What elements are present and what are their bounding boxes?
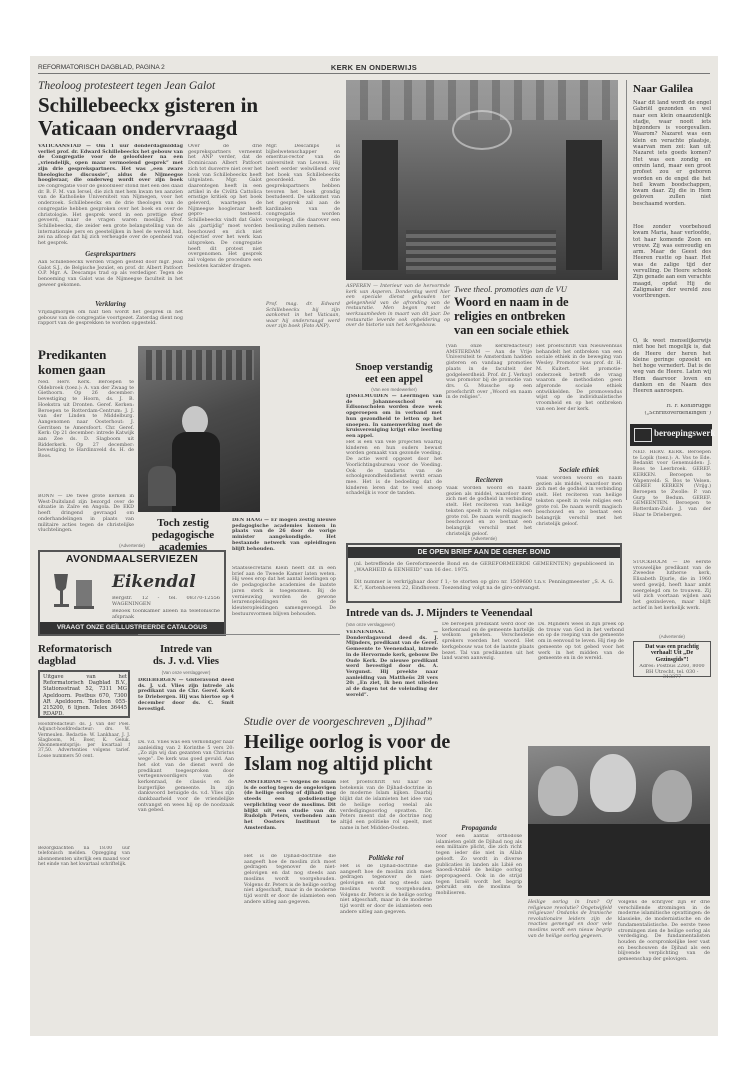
avondmaal-ad[interactable] [38,550,226,636]
photo-pillar-right [566,140,602,270]
galilea-signature: H. F. Kohlbrugge [666,404,711,409]
avond-ad-tag: (Advertentie) [119,543,145,548]
open-ad-tag: (Advertentie) [471,536,497,541]
djihad-photo-caption: Heilige oorlog in Iran? Of religieuze revolutie? Ongetwijfeld religieuze! Ondanks de Iranische revolutionaire leiders zijn de reacties gemengd en door vele moslims wordt een nieuw begrip van de heilige oorlog gegeven. [528,900,612,939]
pedag-title-1: Toch zestig [157,517,209,529]
gezinsgids-ad[interactable] [633,641,711,681]
photo-head-3 [652,770,692,822]
open-ad-title: DE OPEN BRIEF AAN DE GEREF. BOND [348,547,620,558]
colophon-body-2: Bezorgklachten na 18.00 uur telefonisch melden. Opzegging van abonnementen uiterlijk een maand voor het einde van het kwartaal schriftelijk. [38,846,130,867]
beroeping-banner [630,424,716,446]
schillebeeckx-photo [138,346,260,512]
djihad-body-4: Volgens de schrijver zijn er drie verschillende stromingen in de moderne islamitische opvattingen: de klassieke, de modernistische en de fundamentalistische. De eerste twee stromingen zien de heilige oorlog als verdediging. De fundamentalisten houden de oorspronkelijke leer vast en beschouwen de Djihad als een blijvende verplichting van de gemeenschap der gelovigen. [618,900,710,963]
galot-headline-1: Schillebeeckx gisteren in [38,93,259,117]
open-ad-body: (nl. betreffende de Gereformeerde Bond en de GEREFORMEERDE GEMEENTEN) gepubliceerd in „WAARHEID & EENHEID” van 16 dec. 1975. [354,561,614,573]
mijnders-body: De beroepen predikant werd door de kerkenraad en de gemeente hartelijk welkom geheten. Verscheidene sprekers voerden het woord. Het kerkgebouw was tot de laatste plaats bezet. Tal van predikanten uit het land waren aanwezig. [442,622,534,662]
church-interior-photo [346,80,618,280]
section-rule [138,634,340,635]
page-header-section: KERK EN ONDERWIJS [330,63,418,72]
photo-body [172,432,220,512]
galilea-source: („Schriftoverdenkingen”) [644,411,711,416]
galot-body-2: Aan Schillebeeckx werden vragen gesteld door mgr. Jean Galot S.J., de Belgische Jezuïet, en prof. dr. Albert Patfoort O.P. Mgr. A. Descamps trad op als verdediger. Tegen de benoeming van Galot was de Nijmeegse faculteit in het geweer gekomen. [38,260,183,288]
open-ad-body-2: Dit nummer is verkrijgbaar door f 1,- te storten op giro nr. 1509600 t.n.v. Penningmeester „S. A. G. K.”, Kortenhoeven 22, Eindhoven. Toezending volgt na de giro-ontvangst. [354,579,614,591]
galilea-body-3: O, ik weet menselijkerwijs niet hoe het mogelijk is, dat de Heere der heren het kleine geringe opzoekt en het hoge vernedert. Dat is de weg van de Heere. Laten wij Hem daarvoor loven en danken en de Naam des Heeren aanroepen. [633,338,711,395]
pedag-body: Staatssecretaris Klein heeft dit in een brief aan de Tweede Kamer laten weten. Hij wees erop dat het aantal leerlingen op de pedagogische academies de laatste jaren sterk is toegenomen. Bij de vernieuwing worden de gewone lerarenopleidingen en de kleuteropleidingen samengevoegd. De bestuursvormen blijven behouden. [232,566,336,617]
galot-body-3: Vrijdagmorgen om half tien wordt het gesprek in het gebouw van de congregatie voortgezet. Zaterdag dient nog rapport van de gesprekken te worden opgesteld. [38,310,183,327]
djihad-subhead-2: Propaganda [461,824,497,832]
page-header-left: REFORMATORISCH DAGBLAD, PAGINA 2 [38,64,165,71]
photo-pillar-left [362,140,398,270]
galot-body: De congregatie voor de geloofsleer stond met een des daad dr. B. F. M. van Iersel, die zich met hem kwam ten aanzien van de Katholieke Universiteit van Nijmegen, voor het onderzoek. Schillebeeckx en de drie theologen van de congregatie hebben gesproken over het boek en over de christologie. Het gesprek werd in een prettige sfeer gevoerd, maar de vragen waren moeilijk. Prof. Schillebeeckx, die zeider een grote belangstelling van de internationale pers en geestelijken in heel de wereld had, zei na afloop dat hij zich verheugde over de openheid van het gesprek. [38,184,183,247]
vlies-body: Ds. v.d. Vlies was een verkondiger naar aanleiding van 2 Korinthe 5 vers 20: „Zo zijn wij dan gezanten van Christus wege”. De kerk was goed gevuld. Aan het slot van de dienst werd de predikant toegesproken door vertegenwoordigers van de kerkenraad, de classis en de burgerlijke gemeente. In zijn dankwoord betuigde ds. v.d. Vlies zijn dankbaarheid voor de vriendelijke ontvangst en wees hij op de noodzaak van gebed. [138,740,234,814]
djihad-headline-2: Islam nog altijd plicht [244,753,433,775]
beroeping-body: NED. HERV. KERK. Beroepen te Lopik (toez.): A. Vos te Ede. Bedankt voor Genemuiden: J. Roos te Leerbroek. GEREF. KERKEN. Beroepen te Wapenveld: S. Bos te Velsen. GEREF. KERKEN (Vrijg.) Beroepen te Zwolle: P. van Gurp te Bedum. GEREF. GEMEENTEN. Beroepen te Rotterdam-Zuid: J. van der Haar te Driebergen. [633,450,711,518]
colophon-publisher: Uitgave van het Reformatorisch Dagblad B.V., Stationsstraat 52, 7311 MG Apeldoorn. Postbus 670, 7300 AR Apeldoorn. Telefoon 055-215200, 6 lijnen. Telex 36445 RDAPD. [43,674,127,716]
djihad-body: Het is de Djihad-doctrine die aangeeft hoe de moslim zich moet gedragen tegenover de niet-gelovigen en dat nog steeds aan moslims wordt voorgehouden. Volgens dr. Peters is de heilige oorlog niet afgeschaft, maar in de moderne tijd wordt er door de islamieten een andere uitleg aan gegeven. [244,854,336,905]
galot-body-col2: Over de drie gesprekspartners verneemt het ANP verder, dat de Dominicaan Albert Patfoort zich tot dusverre niet over het boek van Schillebeeckx heeft uitgelaten. Mgr. Galot daarentegen heeft in een artikel in de Civiltà Cattolica ernstige kritiek op het boek geleverd, waartegen de Nijmeegse hoogleraar heeft gepro- testeerd. Schillebeeckx vindt dat Galot als „partijdig” moet worden beschouwd en zich niet objectief over het werk kan uitspreken. De congregatie heeft dit protest niet overgenomen. Het gesprek zal volgens de procedure een besloten karakter dragen. [188,144,262,269]
avond-ad-address: Bergstr. 12 - tel. 08370-12556 WAGENINGEN [112,596,220,607]
snoep-title-2: eet een appel [365,374,423,385]
schillebeeckx-photo-caption: Prof. mag. dr. Edward Schillebeeckx bij zijn aankomst in het Vaticaan, waar hij ondervraagd werd over zijn boek (Foto ANP). [266,302,340,330]
photo-person [148,466,176,506]
colophon-title-1: Reformatorisch [38,643,112,655]
church-icon [634,428,652,442]
djihad-body-2b: Het is de Djihad-doctrine die aangeeft hoe de moslim zich moet gedragen tegenover de niet-gelovigen en dat nog steeds aan moslims wordt voorgehouden. Volgens dr. Peters is de heilige oorlog niet afgeschaft, maar in de moderne tijd wordt er door de islamieten een andere uitleg aan gegeven. [340,864,432,915]
photo-head-1 [538,766,578,816]
vu-body-2: Het proefschrift van Nieuwenhuis behandelt het ontbreken van een sociale ethiek in de beweging van Wesley. Promotor was prof. dr. H. M. Kuitert. Het promotie-onderzoek betreft de vraag waarom de methodisten geen afgeronde sociale ethiek ontwikkelden. De promovendus wijst op de individualistische vroomheid en op het ontbreken van een leer der kerk. [536,344,622,412]
djihad-headline-1: Heilige oorlog is voor de [244,731,451,753]
mijnders-headline: Intrede van ds. J. Mijnders te Veenendaal [346,608,533,619]
newspaper-page [30,56,718,1036]
djihad-body-3: Voor een aantal orthodoxe islamieten geldt de Djihad nog als een militaire plicht, die zich richt tegen ieder die niet in Allah gelooft. Zo wordt in diverse publicaties in landen als Libië en Saoedi-Arabië de heilige oorlog gepropageerd. Ook in de strijd tegen Israël wordt het begrip gebruikt om de moslims te mobiliseren. [436,834,522,897]
mijnders-tag: (Van onze verslaggever) [346,622,395,627]
vlies-title-1: Intrede van [159,644,213,655]
vu-subhead-1: Reciteren [475,476,503,484]
djihad-subhead-1: Politieke rol [368,854,404,862]
predikanten-body: Ned. Herv. Kerk. Beroepen te Oldebroek (toez.): A. van der Zwaag te Giethoorn. Op 26 december: bevestiging te Hoorn, ds. J. B. Hoekstra uit Dronten. Geref. Kerken: Beroepen te Rotterdam-Centrum: J. J. van der Linden te Middelburg. Aangenomen naar Oosterhout: J. Gerritsen te Amersfoort. Chr. Geref. Kerk: Op 21 december: intrede Katwijk aan Zee ds. D. Slagboom uit Ridderkerk. Op 27 december: bevestiging te Hardinxveld ds. H. de Roos. [38,380,134,460]
photo-columns [146,350,254,380]
galilea-title: Naar Galilea [633,83,693,95]
colophon-publisher-box [38,670,130,718]
djihad-lead: AMSTERDAM — Volgens de Islam is de oorlog tegen de ongelovigen (de heilige oorlog of djihad) nog steeds een godsdienstige verplichting voor de moslims. Dit blijkt uit een studie van dr. Rudolph Peters, verbonden aan het Oosters Instituut te Amsterdam. [244,780,336,831]
vu-body: Vaak worden woord en naam gezien als middel, waardoor men zich met de godheid in verbinding stelt. Het reciteren van heilige teksten speelt in vele religies een grote rol. De naam wordt magisch beschouwd en zo bestaat een belangrijk verschil met het christelijk geloof. [446,486,532,537]
avond-ad-title: AVONDMAALSERVIEZEN [65,553,199,565]
pedag-title-2: pedagogische [151,529,215,541]
galot-kicker: Theoloog protesteert tegen Jean Galot [38,80,216,92]
vu-body-2b: Vaak worden woord en naam gezien als middel, waardoor men zich met de godheid in verbinding stelt. Het reciteren van heilige teksten speelt in vele religies een grote rol. De naam wordt magisch beschouwd en zo bestaat een belangrijk verschil met het christelijk geloof. [536,476,622,527]
photo-crowd [528,824,710,896]
galot-headline-2: Vaticaan ondervraagd [38,116,238,140]
gezinsgids-ad-title: Dat was een prachtig verhaal! Uit „De Gezinsgids”! [645,644,699,663]
vlies-title-2: ds. J. v.d. Vlies [152,656,220,667]
vlies-tag: (Van onze verslaggever) [161,670,211,675]
avond-ad-note: Bezoek toonkamer alleen na telefonische afspraak [112,609,220,620]
chalice-icon [46,570,100,614]
snoep-body: Het is een van vele projecten waarbij kinderen en hun ouders bewust worden gemaakt van gezonde voeding. De actie werd opgezet door het Voorlichtingsbureau voor de Voeding. Ook de tandarts van de schoolgezondheidsdienst werkt eraan mee. Het is de bedoeling dat de kinderen leren dat te veel snoep schadelijk is voor de tanden. [346,440,442,497]
predikanten-body-2: BONN — De twee grote kerken in West-Duitsland zijn bezorgd over de situatie in Zaïre en Angola. De EKD heeft dringend gevraagd om onderhandelingen in plaats van militaire acties tegen de christelijke vluchtelingen. [38,494,134,534]
open-brief-ad[interactable] [346,543,622,603]
photo-chandelier [452,110,512,150]
mijnders-body-2: Ds. Mijnders wees in zijn preek op de trouw van God in het verbond en op de roeping van de gemeente om in eenvoud te leven. Hij riep de gemeente op tot gebed voor het werk in het midden van de gemeente en in de wereld. [538,622,624,662]
snoep-title-1: Snoep verstandig [355,362,433,373]
galot-subhead-1: Gesprekspartners [85,250,136,258]
predikanten-title-1: Predikanten [38,347,107,362]
pedag-title-3: academies [158,541,208,553]
vu-lead: (Van onze kerkredacteur) AMSTERDAM — Aan de Vrije Universiteit te Amsterdam hadden gisteren en vandaag promoties plaats in de faculteit der godgeleerdheid. Prof. dr. J. Verkuyl was promotor bij de promotie van drs. G. Mussche op een proefschrift over „Woord en naam in de religies”. [446,344,532,401]
gezinsgids-ad-body: Adres: Postbus 2260, 8000 BH Utrecht, tel. 030 - 313377 [639,664,705,681]
beroeping-body-2: STOCKHOLM — De eerste vrouwelijke predikant van de Zweedse lutherse kerk, Elisabeth Djurle, die in 1960 werd gewijd, heeft haar ambt neergelegd om te trouwen. Zij wil zich voortaan wijden aan het gezinsleven, maar blijft actief in het kerkelijk werk. [633,560,711,611]
mijnders-lead: VEENENDAAL — Donderdagavond deed ds. J. Mijnders, predikant van de Geref. Gemeente te Veenendaal, intrede in de Hervormde kerk, gebouw De Oude Kerk. De nieuwe predikant werd bevestigd door ds. A. Vergunst. Hij preekte naar aanleiding van Mattheüs 28 vers 20: „En ziet, Ik ben met ulieden al de dagen tot de voleinding der wereld”. [346,630,438,698]
djihad-photo [528,746,710,896]
vu-headline-3: van een sociale ethiek [454,323,569,337]
photo-head-2 [590,754,636,812]
colophon-title-2: dagblad [38,655,76,667]
avond-ad-footer: VRAAGT ONZE GEÏLLUSTREERDE CATALOGUS [40,622,224,634]
galilea-body-2: Hoe zonder voorbehoud kwam Maria, haar verloofde, tot haar komende Zoon en vrouw. Zij was eenvoudig en arm. Maar de Geest des Heeren rustte op haar. Het was de zalige tijd der vervulling. De Heere schonk Zijn genade aan een verachte maagd, opdat Hij de Zaligmaker der wereld zou voortbrengen. [633,224,711,300]
pedag-lead: DEN HAAG — Er mogen zestig nieuwe pedagogische academies komen in plaats van de 26 door de vorige minister aangekondigde. Het bestaande netwerk van opleidingen blijft behouden. [232,518,336,552]
colophon-body: Hoofdredacteur: ds. J. van der Poel. Adjunct-hoofdredacteur: drs. W. Vermeulen. Redactie: W. Lankhaar, J. J. Slagboom, M. Boer, K. Geluk. Abonnementsprijs: per kwartaal f 37,50. Advertenties volgens tarief. Losse nummers 50 cent. [38,722,130,759]
vu-subhead-2: Sociale ethiek [558,466,600,474]
column-rule [626,80,627,500]
predikanten-title-2: komen gaan [38,362,106,377]
vlies-lead: DRIEBERGEN — Gisteravond deed ds. J. v.d. Vlies zijn intrede als predikant van de Chr. Geref. Kerk te Driebergen. Hij was hiertoe op 4 december door ds. C. Smit bevestigd. [138,678,234,712]
galot-subhead-2: Verklaring [95,300,126,308]
vu-headline-1: Woord en naam in de [454,295,569,309]
church-photo-caption: ASPEREN — Interieur van de hervormde kerk van Asperen. Donderdag werd hier een speciale dienst gehouden ter gelegenheid van de afronding van de restauratie. Men begon met de werkzaamheden in maart van dit jaar. De restauratie leverde ook opheldering op over de historie van het kerkgebouw. [346,284,450,329]
gezinsgids-ad-tag: (Advertentie) [659,634,685,639]
vu-kicker: Twee theol. promoties aan de VU [454,284,567,294]
galot-lead: VATICAANSTAD — Om 1 uur donderdagmiddag verliet prof. dr. Edward Schillebeeckx het gebouw van de Congregatie voor de geloofsleer na een „vriendelijk, open maar vermoeiend gesprek” met zijn drie gesprekspartners. Het was „een zware theologische discussie”, aldus de Nijmeegse hoogleraar, die onderweg wordt over zijn boek [38,144,183,182]
snoep-tag: (Van een medewerker) [371,387,417,392]
snoep-lead: IJSSELMUIDEN — Leerlingen van de Johannesschool en Edisonscholen worden deze week opgeroepen om in verband met hun gezondheid te letten op het snoepen. In samenwerking met de kruisvereniging krijgt elke leerling een appel. [346,394,442,438]
djihad-kicker: Studie over de voorgeschreven „Djihad” [244,716,433,728]
galot-body-col3: Mgr. Descamps is bijbelwetenschapper en emeritus-rector van de universiteit van Leuven. Hij heeft eerder welwillend over het boek van Schillebeeckx geoordeeld. De drie gesprekspartners hebben tevoren het boek grondig bestudeerd. De uitkomst van het gesprek zal aan de kardinalen van de congregatie worden voorgelegd, die daarover een beslissing zullen nemen. [266,144,340,229]
galilea-body: Naar dit land wordt de engel Gabriël gezonden en wel naar een klein onaanzienlijk stadje, waar nooit iets bijzonders is voorgevallen. Waarom? Nazaret was een klein en verachte plaatsje, waarvan men zei: kan uit Nazaret iets goeds komen? Het was een zondig en onrein land, maar een groot profeet zou er geboren worden en de engel die het heil kwam boodschappen, kwam daar. Zij die in Hem geloven zullen niet beschaamd worden. [633,100,711,207]
page-header [38,62,710,74]
avond-ad-brand: Eikendal [112,572,196,592]
beroeping-title: beroepingswerk [654,428,716,438]
vu-headline-2: religies en ontbreken [454,309,566,323]
photo-pews [406,230,556,274]
djihad-body-2: Het proefschrift wil naar de betekenis van de Djihad-doctrine in de moderne Islam kijken. Daarbij blijkt dat de islamieten het idee van de heilige oorlog veelal als verdedigingsoorlog opvatten. Dr. Peters meent dat de doctrine nog altijd een politieke rol speelt, met name in het Midden-Oosten. [340,780,432,831]
